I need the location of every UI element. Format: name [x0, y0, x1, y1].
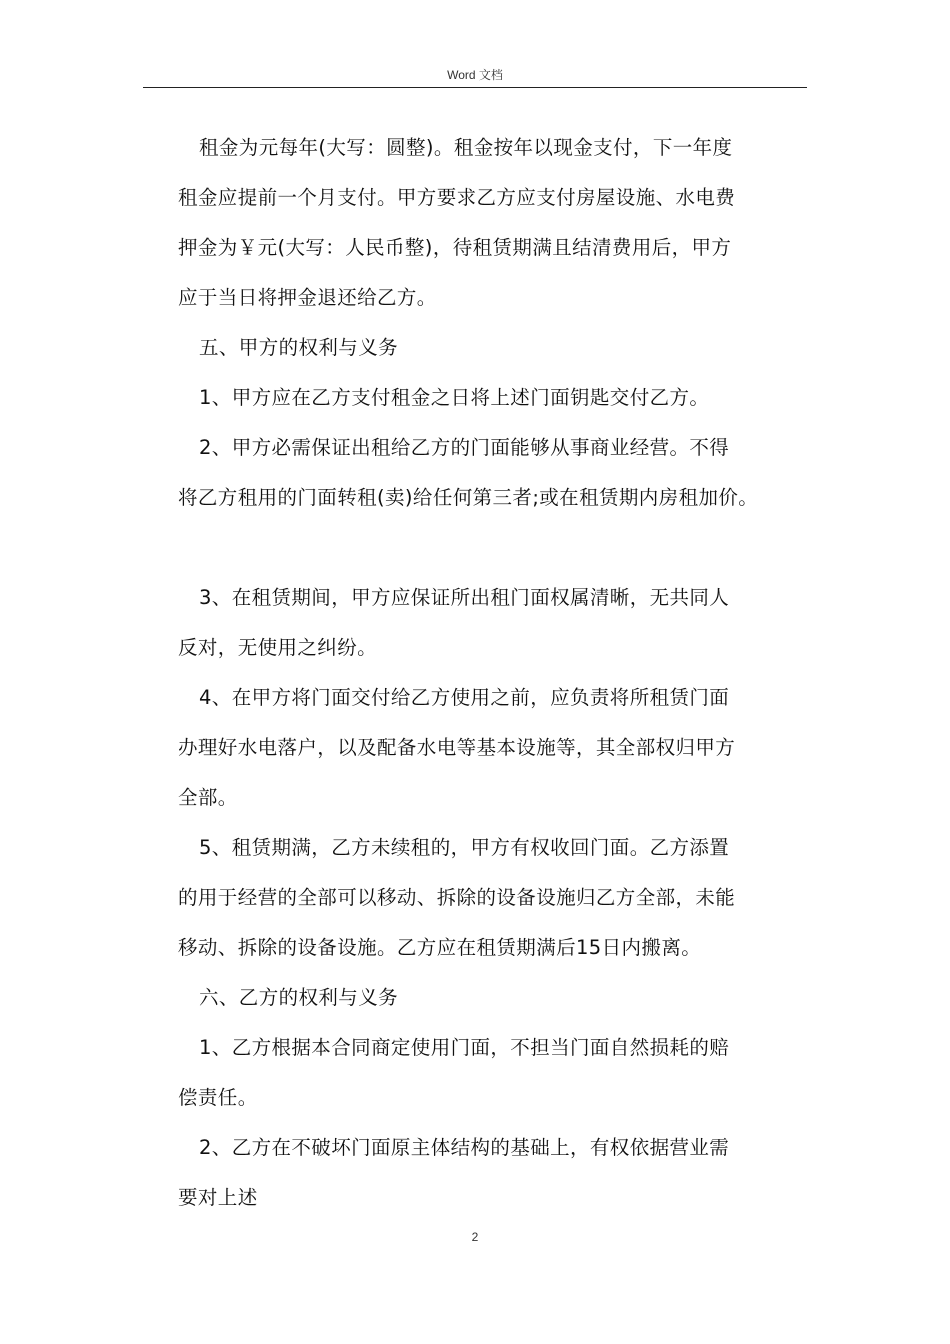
header-divider — [143, 87, 807, 88]
section-heading: 五、甲方的权利与义务 — [199, 336, 399, 359]
paragraph-line: 1、乙方根据本合同商定使用门面，不担当门面自然损耗的赔 — [199, 1036, 730, 1059]
section-heading: 六、乙方的权利与义务 — [199, 986, 399, 1009]
paragraph-line: 5、租赁期满，乙方未续租的，甲方有权收回门面。乙方添置 — [199, 836, 730, 859]
page-number: 2 — [471, 1230, 479, 1244]
paragraph-line: 4、在甲方将门面交付给乙方使用之前，应负责将所租赁门面 — [199, 686, 730, 709]
paragraph-line: 将乙方租用的门面转租(卖)给任何第三者;或在租赁期内房租加价。 — [178, 486, 759, 509]
paragraph-line: 1、甲方应在乙方支付租金之日将上述门面钥匙交付乙方。 — [199, 386, 710, 409]
document-header: Word 文档 — [447, 68, 503, 82]
paragraph-line: 2、乙方在不破坏门面原主体结构的基础上，有权依据营业需 — [199, 1136, 730, 1159]
paragraph-line: 应于当日将押金退还给乙方。 — [178, 286, 437, 309]
paragraph-line: 押金为￥元(大写：人民币整)，待租赁期满且结清费用后，甲方 — [178, 236, 732, 259]
paragraph-line: 全部。 — [178, 786, 238, 809]
paragraph-line: 2、甲方必需保证出租给乙方的门面能够从事商业经营。不得 — [199, 436, 730, 459]
paragraph-line: 反对，无使用之纠纷。 — [178, 636, 378, 659]
paragraph-line: 要对上述 — [178, 1186, 258, 1209]
paragraph-line: 租金应提前一个月支付。甲方要求乙方应支付房屋设施、水电费 — [178, 186, 736, 209]
paragraph-line: 的用于经营的全部可以移动、拆除的设备设施归乙方全部，未能 — [178, 886, 736, 909]
paragraph-line: 移动、拆除的设备设施。乙方应在租赁期满后15日内搬离。 — [178, 936, 702, 959]
paragraph-line: 3、在租赁期间，甲方应保证所出租门面权属清晰，无共同人 — [199, 586, 730, 609]
paragraph-line: 办理好水电落户，以及配备水电等基本设施等，其全部权归甲方 — [178, 736, 736, 759]
paragraph-line: 偿责任。 — [178, 1086, 258, 1109]
paragraph-line: 租金为元每年(大写：圆整)。租金按年以现金支付，下一年度 — [199, 136, 733, 159]
